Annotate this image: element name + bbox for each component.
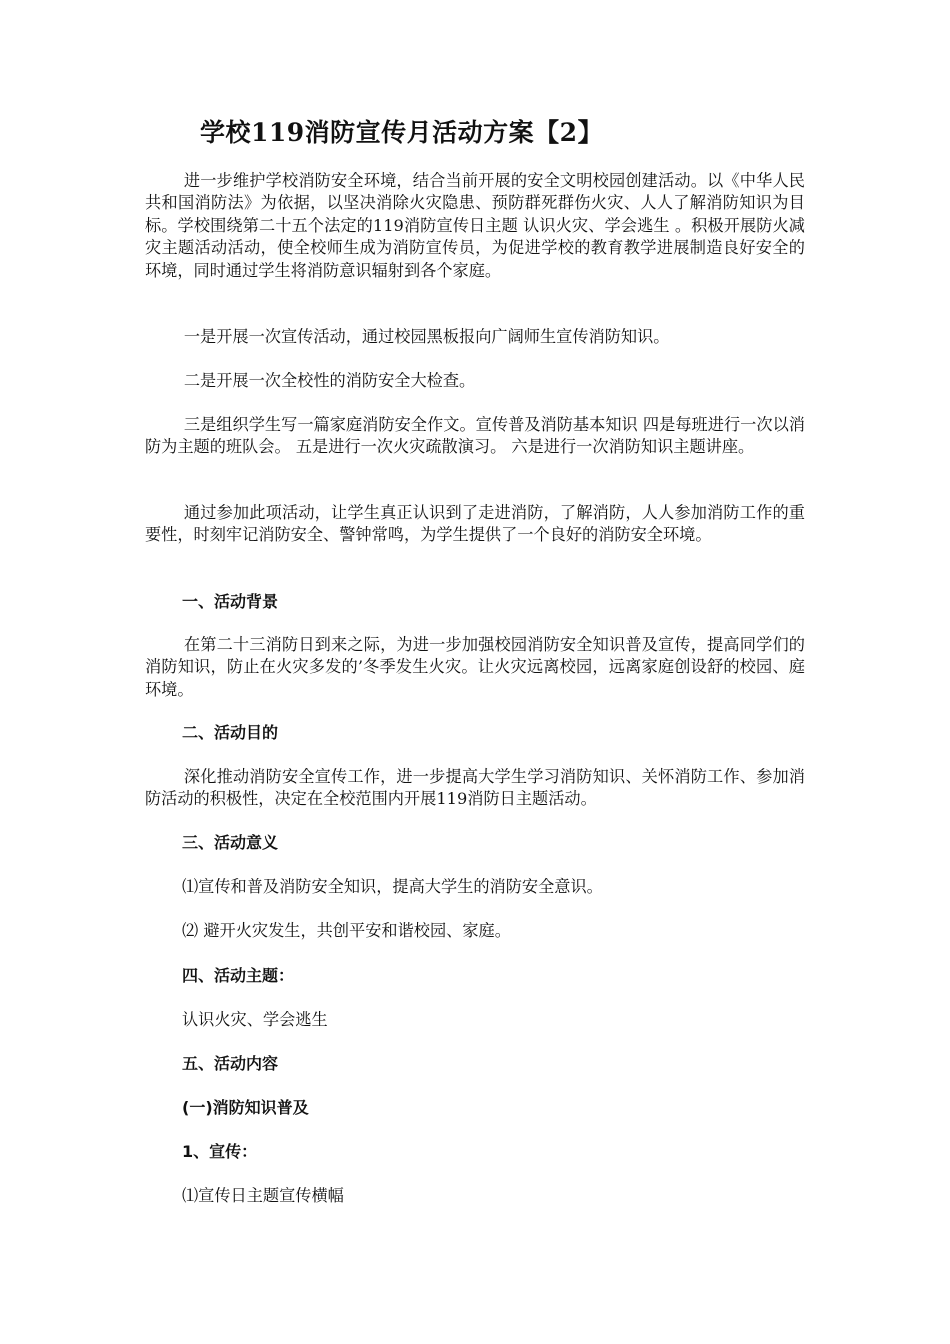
intro-paragraph: 通过参加此项活动，让学生真正认识到了走进消防，了解消防，人人参加消防工作的重要性，时刻牢记消防安全、警钟常鸣，为学生提供了一个良好的消防安全环境。 [145, 503, 805, 545]
intro-paragraph: 二是开展一次全校性的消防安全大检查。 [183, 371, 476, 390]
section-body-theme: 认识火灾、学会逃生 [182, 1010, 328, 1029]
significance-item: ⑴宣传和普及消防安全知识，提高大学生的消防安全意识。 [182, 877, 603, 896]
section-body-purpose: 深化推动消防安全宣传工作，进一步提高大学生学习消防知识、关怀消防工作、参加消防活动的积极性，决定在全校范围内开展119消防日主题活动。 [145, 767, 805, 809]
subheading-fire-knowledge: (一)消防知识普及 [182, 1098, 309, 1117]
intro-paragraph: 三是组织学生写一篇家庭消防安全作文。宣传普及消防基本知识 四是每班进行一次以消防为主题的班队会。 五是进行一次火灾疏散演习。 六是进行一次消防知识主题讲座。 [145, 415, 805, 457]
section-heading-purpose: 二、活动目的 [182, 723, 279, 742]
subsubheading-publicity: 1、宣传： [182, 1142, 258, 1161]
section-heading-significance: 三、活动意义 [182, 833, 279, 852]
section-heading-content: 五、活动内容 [182, 1054, 279, 1073]
section-heading-background: 一、活动背景 [182, 592, 279, 611]
significance-item: ⑵ 避开火灾发生，共创平安和谐校园、家庭。 [182, 921, 511, 940]
publicity-item: ⑴宣传日主题宣传横幅 [182, 1186, 344, 1205]
section-body-background: 在第二十三消防日到来之际，为进一步加强校园消防安全知识普及宣传，提高同学们的消防知识，防止在火灾多发的’冬季发生火灾。让火灾远离校园，远离家庭创设舒的校园、庭环境。 [145, 635, 805, 699]
intro-paragraph: 进一步维护学校消防安全环境，结合当前开展的安全文明校园创建活动。以《中华人民共和国消防法》为依据，以坚决消除火灾隐患、预防群死群伤火灾、人人了解消防知识为目标。学校围绕第二十五个法定的119消防宣传日主题 认识火灾、学会逃生 。积极开展防火减灾主题活动活动，使全校师生成为消防宣传员，为促进学校的教育教学进展制造良好安全的环境，同时通过学生将消防意识辐射到各个家庭。 [145, 171, 805, 280]
document-title: 学校119消防宣传月活动方案【2】 [200, 118, 604, 147]
section-heading-theme: 四、活动主题： [182, 966, 295, 985]
intro-paragraph: 一是开展一次宣传活动，通过校园黑板报向广阔师生宣传消防知识。 [183, 327, 670, 346]
